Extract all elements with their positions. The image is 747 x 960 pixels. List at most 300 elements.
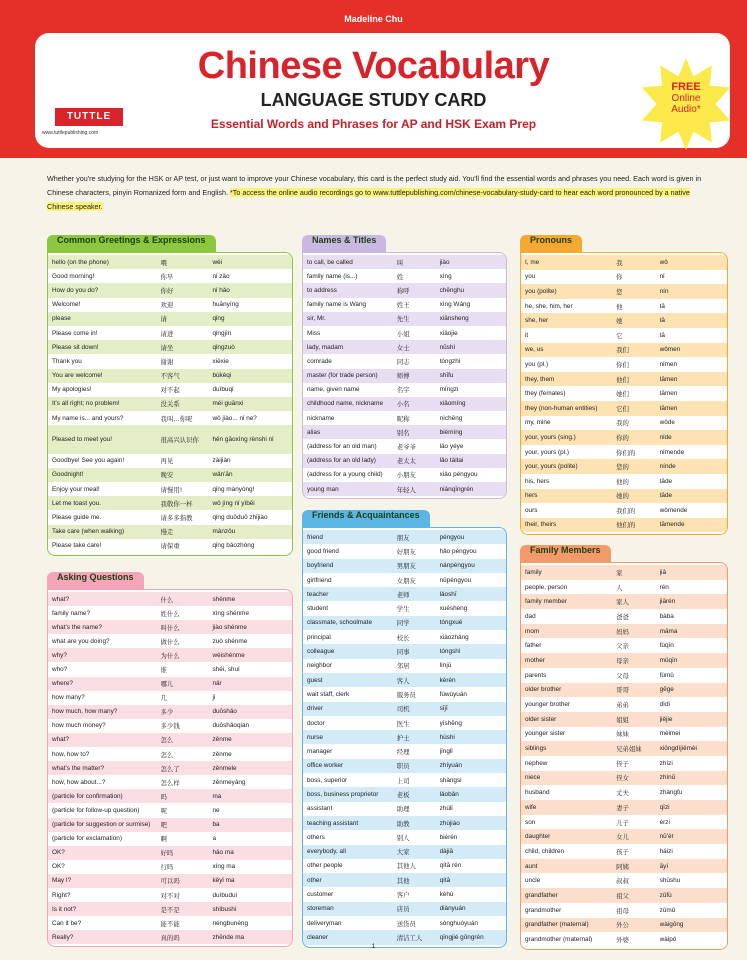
table-row	[48, 761, 292, 775]
chinese-characters: 同志	[396, 357, 410, 366]
table-row	[48, 846, 292, 860]
chinese-characters: 昵称	[396, 414, 410, 423]
table-row	[303, 830, 506, 844]
table-row	[48, 326, 292, 340]
english-term: girlfriend	[307, 576, 332, 584]
table-row	[48, 283, 292, 297]
english-term: what are you doing?	[52, 637, 110, 645]
english-term: mother	[525, 656, 545, 664]
chinese-characters: 家人	[616, 598, 629, 607]
pinyin: wǎn'ān	[212, 471, 233, 479]
table-row	[303, 397, 506, 411]
chinese-characters: 你	[616, 273, 623, 282]
table-row	[303, 659, 506, 673]
pinyin: tā	[659, 302, 665, 310]
table-row	[303, 354, 506, 368]
table-row	[303, 616, 506, 630]
table-row	[303, 439, 506, 453]
english-term: child, children	[525, 847, 565, 855]
chinese-characters: 哥哥	[616, 686, 629, 695]
english-term: friend	[307, 533, 323, 541]
english-term: why?	[52, 651, 67, 659]
chinese-characters: 人	[616, 583, 623, 592]
table-row	[521, 771, 727, 786]
english-term: my, mine	[525, 419, 551, 427]
section-title: Pronouns	[520, 235, 582, 252]
table-row	[521, 859, 727, 874]
section-title: Common Greetings & Expressions	[47, 235, 216, 252]
chinese-characters: 小名	[396, 400, 410, 409]
table-row	[521, 313, 727, 328]
table-row	[303, 468, 506, 482]
english-term: his, hers	[525, 477, 550, 485]
chinese-characters: 什么	[160, 595, 174, 604]
english-term: he, she, him, her	[525, 302, 573, 310]
table-row	[521, 653, 727, 668]
chinese-characters: 它们	[616, 404, 629, 413]
intro-text	[47, 172, 707, 214]
chinese-characters: 客人	[396, 676, 410, 685]
chinese-characters: 多少钱	[160, 722, 180, 731]
english-term: Goodnight!	[52, 471, 84, 479]
chinese-characters: 吧	[160, 821, 167, 830]
chinese-characters: 好吗	[160, 849, 174, 858]
table-row	[521, 594, 727, 609]
pinyin: shūshu	[659, 877, 681, 885]
pinyin: búkèqi	[212, 372, 232, 380]
pinyin: míngzi	[439, 386, 459, 394]
table-row	[303, 644, 506, 658]
table-row	[303, 573, 506, 587]
pinyin: biémíng	[439, 428, 463, 436]
english-term: (particle for follow-up question)	[52, 806, 140, 814]
table-row	[303, 730, 506, 744]
pinyin: zhàngfu	[659, 789, 683, 797]
english-term: what?	[52, 736, 70, 744]
table-row	[48, 312, 292, 326]
english-term: Please take care!	[52, 542, 102, 550]
pinyin: zěnme	[212, 750, 232, 758]
chinese-characters: 我们的	[616, 506, 636, 515]
chinese-characters: 侄女	[616, 774, 629, 783]
chinese-characters: 称呼	[396, 286, 410, 295]
english-term: nurse	[307, 733, 323, 741]
author: Madeline Chu	[344, 14, 403, 24]
table-row	[521, 518, 727, 533]
pinyin: zuò shénme	[212, 637, 248, 645]
english-term: (particle for suggestion or surmise)	[52, 821, 151, 829]
table-row	[521, 270, 727, 285]
audio-badge	[655, 82, 717, 115]
english-term: comrade	[307, 357, 332, 365]
table-row	[521, 727, 727, 742]
chinese-characters: 姓王	[396, 301, 410, 310]
table-row	[48, 648, 292, 662]
english-term: what's the matter?	[52, 764, 105, 772]
english-term: teaching assistant	[307, 819, 359, 827]
table-row	[48, 354, 292, 368]
chinese-characters: 请	[160, 315, 167, 324]
page-number: 1	[371, 944, 376, 950]
pinyin: mànzǒu	[212, 528, 236, 536]
table-row	[48, 747, 292, 761]
chinese-characters: 叔叔	[616, 877, 629, 886]
pinyin: rén	[659, 583, 669, 591]
table-row	[303, 845, 506, 859]
table-row	[521, 401, 727, 416]
chinese-characters: 她	[616, 317, 623, 326]
pinyin: zàijiàn	[212, 457, 231, 465]
pinyin: nìchēng	[439, 414, 463, 422]
pinyin: zěnmeyàng	[212, 778, 246, 786]
pinyin: qīzi	[659, 803, 670, 811]
vocab-table	[520, 252, 728, 535]
chinese-characters: 阿姨	[616, 862, 629, 871]
english-term: It's all right; no problem!	[52, 400, 120, 408]
english-term: who?	[52, 666, 68, 674]
english-term: they (females)	[525, 390, 566, 398]
english-term: Welcome!	[52, 301, 81, 309]
pinyin: nǐ zǎo	[212, 272, 230, 280]
chinese-characters: 先生	[396, 315, 410, 324]
chinese-characters: 上司	[396, 776, 410, 785]
chinese-characters: 谁	[160, 666, 167, 675]
english-term: doctor	[307, 719, 325, 727]
pinyin: zhùjiào	[439, 819, 460, 827]
english-term: grandfather	[525, 891, 558, 899]
english-term: neighbor	[307, 662, 332, 670]
english-term: how, how about...?	[52, 778, 106, 786]
table-row	[521, 624, 727, 639]
table-row	[521, 386, 727, 401]
pinyin: tāde	[659, 492, 673, 500]
english-term: Good morning!	[52, 272, 95, 280]
intro-audio-note: *To access the online audio recordings go to www.tuttlepublishing.com/chinese-vocabulary-study-card to hear each word pronounced by a native Chinese speaker.	[47, 188, 690, 211]
pinyin: nǐ	[659, 273, 665, 281]
pinyin: bàba	[659, 612, 674, 620]
english-term: family member	[525, 598, 567, 606]
table-row	[303, 340, 506, 354]
chinese-characters: 妻子	[616, 803, 629, 812]
pinyin: tóngxué	[439, 619, 463, 627]
pinyin: jīnglǐ	[439, 748, 453, 756]
pinyin: wǒmen	[659, 346, 681, 354]
pinyin: xìng Wáng	[439, 301, 471, 309]
table-row	[521, 741, 727, 756]
english-term: Take care (when walking)	[52, 528, 125, 536]
chinese-characters: 怎么	[160, 736, 174, 745]
pinyin: lǎobǎn	[439, 790, 459, 798]
chinese-characters: 对不起	[160, 386, 180, 395]
english-term: You are welcome!	[52, 372, 103, 380]
pinyin: jiā	[659, 568, 667, 576]
english-term: student	[307, 605, 328, 613]
table-row	[48, 719, 292, 733]
chinese-characters: 客户	[396, 891, 410, 900]
chinese-characters: 请多多指教	[160, 513, 193, 522]
chinese-characters: 别名	[396, 428, 410, 437]
table-row	[48, 255, 292, 269]
english-term: Miss	[307, 329, 321, 337]
chinese-characters: 外公	[616, 921, 629, 930]
english-term: aunt	[525, 862, 538, 870]
chinese-characters: 我	[616, 258, 623, 267]
table-row	[303, 902, 506, 916]
table-row	[48, 298, 292, 312]
english-term: older brother	[525, 686, 562, 694]
chinese-characters: 她们	[616, 390, 629, 399]
chinese-characters: 欢迎	[160, 301, 174, 310]
section-names-titles	[302, 228, 507, 499]
pinyin: mǔqīn	[659, 656, 678, 664]
table-row	[303, 559, 506, 573]
english-term: people, person	[525, 583, 568, 591]
pinyin: yīshēng	[439, 719, 462, 727]
pinyin: nǐmen	[659, 360, 678, 368]
table-row	[48, 902, 292, 916]
section-title: Friends & Acquaintances	[302, 510, 430, 527]
chinese-characters: 司机	[396, 705, 410, 714]
table-row	[521, 580, 727, 595]
chinese-characters: 邻居	[396, 662, 410, 671]
chinese-characters: 其他	[396, 876, 410, 885]
chinese-characters: 您的	[616, 463, 629, 472]
chinese-characters: 老师	[396, 590, 410, 599]
english-term: please	[52, 315, 71, 323]
pinyin: jiārén	[659, 598, 676, 606]
table-row	[521, 697, 727, 712]
pinyin: zhēnde ma	[212, 933, 245, 941]
table-row	[521, 503, 727, 518]
pinyin: xìng	[439, 272, 452, 280]
chinese-characters: 妹妹	[616, 730, 629, 739]
english-term: siblings	[525, 745, 547, 753]
table-row	[303, 759, 506, 773]
chinese-characters: 老板	[396, 790, 410, 799]
pinyin: fùqīn	[659, 642, 674, 650]
pinyin: nǐmende	[659, 448, 685, 456]
pinyin: xiǎomíng	[439, 400, 466, 408]
chinese-characters: 不客气	[160, 372, 180, 381]
pinyin: xìng shénme	[212, 609, 250, 617]
table-row	[48, 482, 292, 496]
pinyin: zěnmele	[212, 764, 237, 772]
table-row	[521, 474, 727, 489]
section-pronouns	[520, 228, 728, 535]
english-term: cleaner	[307, 933, 328, 941]
pinyin: tāmen	[659, 390, 678, 398]
english-term: lady, madam	[307, 343, 344, 351]
section-title: Family Members	[520, 545, 611, 562]
english-term: Please guide me.	[52, 513, 102, 521]
english-term: office worker	[307, 762, 344, 770]
pinyin: zǔfù	[659, 891, 672, 899]
english-term: customer	[307, 891, 334, 899]
english-term: niece	[525, 774, 541, 782]
section-title: Names & Titles	[302, 235, 386, 252]
pinyin: xiàozhǎng	[439, 633, 469, 641]
english-term: (address for an old lady)	[307, 457, 376, 465]
chinese-characters: 吗	[160, 792, 167, 801]
table-row	[521, 284, 727, 299]
english-term: grandmother	[525, 906, 562, 914]
english-term: family name (is...)	[307, 272, 358, 280]
pinyin: qǐng bǎozhòng	[212, 542, 255, 550]
table-row	[48, 677, 292, 691]
pinyin: xiǎojie	[439, 329, 458, 337]
chinese-characters: 怎么了	[160, 764, 180, 773]
english-term: Is it not?	[52, 905, 77, 913]
table-row	[303, 269, 506, 283]
chinese-characters: 老爷爷	[396, 443, 416, 452]
chinese-characters: 校长	[396, 633, 410, 642]
pinyin: nǐ hǎo	[212, 286, 230, 294]
pinyin: tāmen	[659, 375, 678, 383]
chinese-characters: 弟弟	[616, 701, 629, 710]
table-row	[521, 756, 727, 771]
english-term: they (non-human entities)	[525, 404, 598, 412]
english-term: deliveryman	[307, 919, 342, 927]
english-term: Right?	[52, 891, 71, 899]
chinese-characters: 别人	[396, 833, 410, 842]
pinyin: wàipó	[659, 936, 677, 944]
chinese-characters: 喂	[160, 258, 167, 267]
english-term: storeman	[307, 905, 334, 913]
table-row	[303, 454, 506, 468]
chinese-characters: 母亲	[616, 656, 629, 665]
pinyin: a	[212, 835, 217, 843]
pinyin: línjū	[439, 662, 452, 670]
english-term: older sister	[525, 715, 557, 723]
chinese-characters: 名字	[396, 386, 410, 395]
chinese-characters: 他	[616, 302, 623, 311]
table-row	[48, 733, 292, 747]
english-term: wife	[525, 803, 537, 811]
chinese-characters: 师傅	[396, 372, 410, 381]
english-term: My apologies!	[52, 386, 92, 394]
chinese-characters: 再见	[160, 457, 174, 466]
chinese-characters: 你早	[160, 272, 174, 281]
pinyin: nǎr	[212, 680, 222, 688]
english-term: mom	[525, 627, 540, 635]
chinese-characters: 父亲	[616, 642, 629, 651]
chinese-characters: 兄弟姐妹	[616, 745, 642, 754]
table-row	[303, 283, 506, 297]
english-term: other	[307, 876, 322, 884]
table-row	[48, 606, 292, 620]
english-term: younger sister	[525, 730, 566, 738]
chinese-characters: 助教	[396, 819, 410, 828]
english-term: son	[525, 818, 536, 826]
english-term: hers	[525, 492, 538, 500]
pinyin: xiānsheng	[439, 315, 469, 323]
table-row	[303, 369, 506, 383]
chinese-characters: 祖父	[616, 891, 629, 900]
table-row	[521, 873, 727, 888]
chinese-characters: 为什么	[160, 651, 180, 660]
chinese-characters: 怎么	[160, 750, 174, 759]
table-row	[48, 425, 292, 453]
chinese-characters: 行吗	[160, 863, 174, 872]
english-term: you (pl.)	[525, 360, 549, 368]
english-term: classmate, schoolmate	[307, 619, 372, 627]
pinyin: fúwùyuán	[439, 690, 467, 698]
english-term: how many?	[52, 694, 85, 702]
pinyin: qǐngjìn	[212, 329, 232, 337]
pinyin: nǚshì	[439, 343, 456, 351]
table-row	[303, 673, 506, 687]
table-row	[521, 445, 727, 460]
pinyin: néngbunéng	[212, 919, 248, 927]
pinyin: wǒmende	[659, 506, 688, 514]
pinyin: tāde	[659, 477, 673, 485]
pinyin: mèimei	[659, 730, 681, 738]
table-row	[48, 930, 292, 944]
english-term: OK?	[52, 863, 65, 871]
pinyin: ba	[212, 821, 220, 829]
pinyin: dàjiā	[439, 848, 454, 856]
pinyin: hǎo ma	[212, 849, 234, 857]
english-term: boyfriend	[307, 562, 334, 570]
english-term: driver	[307, 705, 323, 713]
chinese-characters: 您	[616, 287, 623, 296]
english-term: Can it be?	[52, 919, 82, 927]
pinyin: qǐngzuò	[212, 343, 235, 351]
chinese-characters: 几	[160, 694, 167, 703]
chinese-characters: 他的	[616, 477, 629, 486]
table-row	[303, 773, 506, 787]
pinyin: hǎo péngyou	[439, 547, 477, 555]
pinyin: tóngshì	[439, 648, 461, 656]
english-term: hello (on the phone)	[52, 258, 109, 266]
english-term: how much, how many?	[52, 708, 118, 716]
pinyin: tāmende	[659, 521, 685, 529]
chinese-characters: 助理	[396, 805, 410, 814]
english-term: where?	[52, 680, 73, 688]
table-row	[48, 789, 292, 803]
chinese-characters: 它	[616, 331, 623, 340]
pinyin: shìbushì	[212, 905, 237, 913]
pinyin: tóngzhì	[439, 357, 461, 365]
chinese-characters: 他们的	[616, 521, 636, 530]
pinyin: nánpéngyou	[439, 562, 475, 570]
table-row	[303, 601, 506, 615]
english-term: you (polite)	[525, 287, 557, 295]
english-term: Enjoy your meal!	[52, 485, 100, 493]
pinyin: ma	[212, 792, 222, 800]
section-family-members	[520, 538, 728, 950]
table-row	[48, 411, 292, 425]
english-term: boss, business proprietor	[307, 790, 379, 798]
pinyin: wǒ jiào... nǐ ne?	[212, 414, 257, 422]
pinyin: jiějie	[659, 715, 673, 723]
table-row	[303, 716, 506, 730]
chinese-characters: 男朋友	[396, 562, 416, 571]
chinese-characters: 姓	[396, 272, 404, 281]
table-row	[48, 662, 292, 676]
chinese-characters: 小姐	[396, 329, 410, 338]
table-row	[48, 383, 292, 397]
chinese-characters: 请坐	[160, 343, 174, 352]
pinyin: shéi, shuí	[212, 666, 240, 674]
english-term: Let me toast you.	[52, 499, 102, 507]
table-row	[521, 565, 727, 580]
table-row	[48, 496, 292, 510]
chinese-characters: 妈妈	[616, 627, 629, 636]
pinyin: lǎo yéye	[439, 443, 464, 451]
chinese-characters: 真的吗	[160, 933, 180, 942]
table-row	[48, 803, 292, 817]
